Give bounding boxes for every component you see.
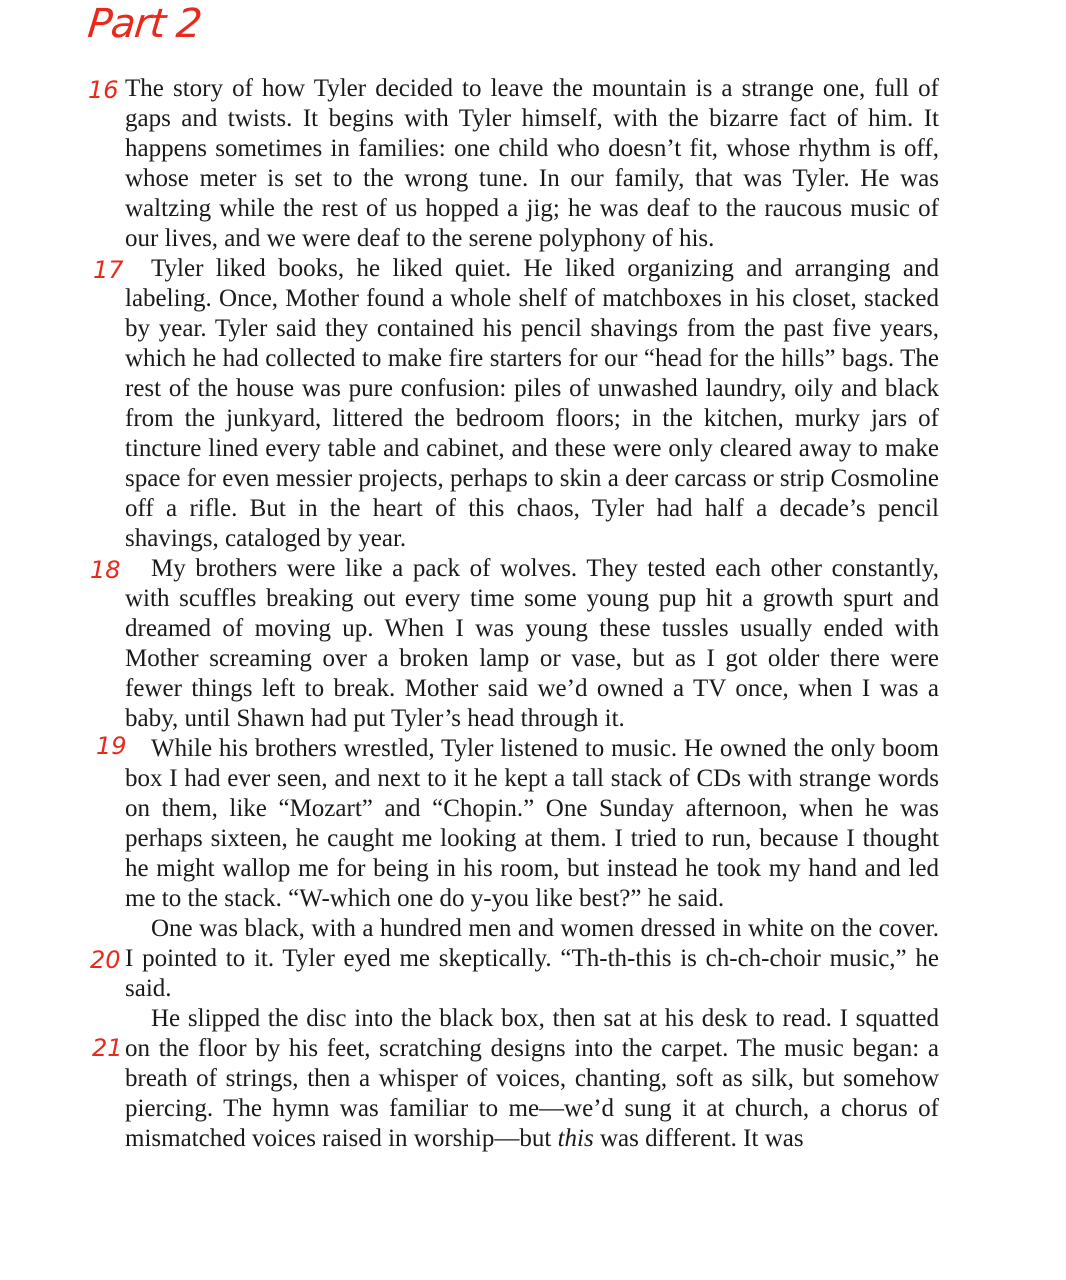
paragraph-21-text-b: was different. It was xyxy=(593,1125,804,1152)
paragraph-20: One was black, with a hundred men and women dressed in white on the cover. I pointed to it. Tyler eyed me skeptically. “Th-th-this is ch-ch-choir music,” he said. xyxy=(125,915,939,1002)
body-text xyxy=(125,74,939,1154)
emphasis-text: this xyxy=(557,1125,594,1152)
paragraph-number-annotation: 18 xyxy=(90,556,121,584)
paragraph-number-annotation: 21 xyxy=(92,1034,123,1062)
paragraph-number-annotation: 20 xyxy=(90,946,121,974)
paragraph-19: While his brothers wrestled, Tyler listened to music. He owned the only boom box I had ever seen, and next to it he kept a tall stack of CDs with strange words on them, like “Mozart” and “Chopin.” One Sunday afternoon, when he was perhaps sixteen, he caught me looking at them. I tried to run, because I thought he might wallop me for being in his room, but instead he took my hand and led me to the stack. “W-which one do y-you like best?” he said. xyxy=(125,735,939,912)
paragraph-18: My brothers were like a pack of wolves. They tested each other constantly, with scuffles breaking out every time some young pup hit a growth spurt and dreamed of moving up. When I was young these tussles usually ended with Mother screaming over a broken lamp or vase, but as I got older there were fewer things left to break. Mother said we’d owned a TV once, when I was a baby, until Shawn had put Tyler’s head through it. xyxy=(125,555,939,732)
paragraph-number-annotation: 17 xyxy=(93,256,124,284)
paragraph-16: The story of how Tyler decided to leave the mountain is a strange one, full of gaps and twists. It begins with Tyler himself, with the bizarre fact of him. It happens sometimes in families: one child who doesn’t fit, whose rhythm is off, whose meter is set to the wrong tune. In our family, that was Tyler. He was waltzing while the rest of us hopped a jig; he was deaf to the raucous music of our lives, and we were deaf to the serene polyphony of his. xyxy=(125,75,939,252)
paragraph-21-text-a: He slipped the disc into the black box, then sat at his desk to read. I squatted on the floor by his feet, scratching designs into the carpet. The music began: a breath of strings, then a whisper of voices, chanting, soft as silk, but somehow piercing. The hymn was familiar to me—we’d sung it at church, a chorus of mismatched voices raised in worship—but xyxy=(125,1005,939,1152)
paragraph-21 xyxy=(125,1004,939,1154)
paragraph-number-annotation: 19 xyxy=(96,732,127,760)
part-label-annotation: Part 2 xyxy=(85,1,204,47)
paragraph-number-annotation: 16 xyxy=(88,76,119,104)
paragraph-17: Tyler liked books, he liked quiet. He liked organizing and arranging and labeling. Once, Mother found a whole shelf of matchboxes in his closet, stacked by year. Tyler said they contained his pencil shavings from the past five years, which he had collected to make fire starters for our “head for the hills” bags. The rest of the house was pure confusion: piles of unwashed laundry, oily and black from the junkyard, littered the bedroom floors; in the kitchen, murky jars of tincture lined every table and cabinet, and these were only cleared away to make space for even messier projects, perhaps to skin a deer carcass or strip Cosmoline off a rifle. But in the heart of this chaos, Tyler had half a decade’s pencil shavings, cataloged by year. xyxy=(125,255,939,552)
